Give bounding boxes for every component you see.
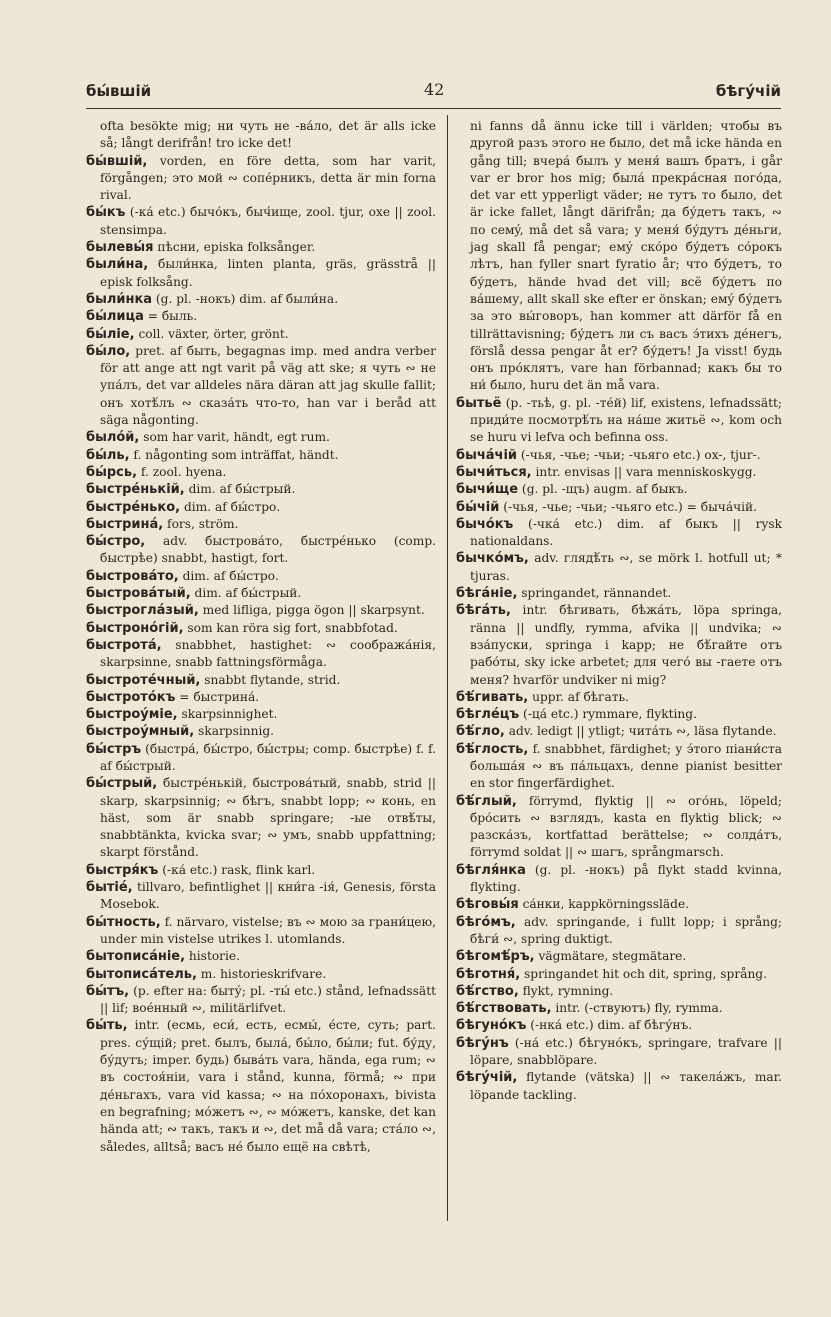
dictionary-entry xyxy=(456,1069,782,1104)
entry-headword: быстроу́мный, xyxy=(86,724,195,740)
dictionary-entry xyxy=(86,464,436,481)
dictionary-entry xyxy=(456,1035,782,1070)
dictionary-entry xyxy=(456,948,782,965)
entry-definition: intr. (есмь, еси́, есть, есмы́, е́сте, суть; part. pres. су́щій; pret. былъ, была́, бы́ло, бы́ли; fut. бу́ду, бу́дутъ; imper. будь) быва́ть vara, hända, ega rum; ∾ въ состоя́ніи, vara i stånd, kunna, förmå; ∾ при де́ньгахъ, vara vid kassa; ∾ на по́хоронахъ, bivista en begrafning; мо́жетъ ∾, ∾ мо́жетъ, kanske, det kan hända att; ∾ такъ, такъ и ∾, det må då vara; ста́ло ∾, således, alltså; васъ не́ было ещё на свѣтѣ, xyxy=(100,1018,436,1154)
dictionary-entry xyxy=(86,966,436,983)
entry-headword: бѣгомѣ́ръ, xyxy=(456,949,535,965)
entry-definition: coll. växter, örter, grönt. xyxy=(134,326,289,341)
entry-definition: uppr. af бѣгать. xyxy=(528,689,630,704)
entry-headword: бѣ́глость, xyxy=(456,741,529,757)
dictionary-entry xyxy=(456,516,782,551)
entry-headword: бы́стро, xyxy=(86,534,146,550)
dictionary-entry xyxy=(86,568,436,585)
entry-headword: бѣготня́, xyxy=(456,966,521,982)
entry-definition: пѣсни, episka folksånger. xyxy=(153,240,316,255)
entry-definition: = быль. xyxy=(143,309,198,324)
entry-definition: adv. ledigt || ytligt; чита́ть ∾, läsa flytande. xyxy=(504,724,777,739)
page-header xyxy=(86,78,781,108)
dictionary-entry xyxy=(456,464,782,481)
continuation-text: ni fanns då ännu icke till i världen; чтобы въ другой разъ этого не было, det må icke hända en gång till; вчера́ былъ у меня́ вашъ братъ, i går var er bror hos mig; была́ прекра́сная пого́да, det var ett ypperligt väder; не тутъ то было, det är icke fallet, långt därifrån; да бу́детъ такъ, ∾ по семý, må det så vara; у меня́ бу́дутъ де́ньги, jag skall få pengar; емý ско́ро бу́детъ со́рокъ лѣтъ, han fyller snart fyratio år; что бу́детъ, то бу́детъ, hände hvad det vill; всё бу́детъ по ва́шему, allt skall ske efter er önskan; емý бу́детъ за это вы́говоръ, han kommer att därför få en tillrättavisning; бу́детъ ли съ васъ э́тихъ де́негъ, förslå dessa pengar åt er? бу́детъ! Ja visst! будь онъ про́клятъ, vare han förbannad; какъ бы то ни́ было, huru det än må vara. xyxy=(470,119,782,393)
entry-definition: snabbhet, hastighet: ∾ сообража́нія, skarpsinne, snabb fattningsförmåga. xyxy=(100,637,436,670)
entry-headword: быстрото́къ xyxy=(86,689,176,705)
dictionary-entry xyxy=(456,983,782,1000)
entry-definition: historie. xyxy=(185,949,240,964)
entry-headword: бы́стръ xyxy=(86,741,142,757)
entry-headword: быстрогла́зый, xyxy=(86,603,199,619)
entry-headword: бы́ліе, xyxy=(86,326,135,342)
dictionary-entry xyxy=(86,862,436,879)
entry-definition: adv. быстрова́то, быстре́нько (comp. быстрѣе) snabbt, hastigt, fort. xyxy=(100,534,436,566)
entry-headword: быстря́къ xyxy=(86,862,159,878)
dictionary-entry xyxy=(86,741,436,776)
entry-headword: бѣгле́цъ xyxy=(456,707,520,723)
entry-headword: бы́чій xyxy=(456,499,500,515)
entry-definition: springandet, rännandet. xyxy=(517,586,672,601)
left-column xyxy=(86,118,436,1156)
dictionary-entry xyxy=(86,983,436,1018)
dictionary-entry xyxy=(86,326,436,343)
entry-definition: förrymd, flyktig || ∾ ого́нь, löpeld; бро́сить ∾ взглядъ, kasta en flyktig blick; ∾ разска́зъ, kortfattad berättelse; ∾ солда́тъ, förrymd soldat || ∾ шагъ, språngmarsch. xyxy=(470,793,782,860)
dictionary-entry xyxy=(456,741,782,793)
entry-headword: бѣга́ть, xyxy=(456,603,511,619)
dictionary-entry xyxy=(86,291,436,308)
entry-definition: dim. af бы́стрый. xyxy=(190,586,302,601)
entry-definition: са́нки, kappkörningssläde. xyxy=(518,897,690,912)
entry-definition: m. historieskrifvare. xyxy=(196,966,327,981)
dictionary-entry xyxy=(86,879,436,914)
dictionary-entry xyxy=(86,723,436,740)
entry-headword: бѣ́гивать, xyxy=(456,689,529,705)
dictionary-entry xyxy=(456,896,782,913)
dictionary-entry xyxy=(86,914,436,949)
dictionary-entry xyxy=(456,585,782,602)
entry-definition: (p. -тьѣ, g. pl. -те́й) lif, existens, lefnadssätt; приди́те посмотрѣ́ть на на́ше житьё ∾, kom och se huru vi lefva och befinna oss. xyxy=(470,395,782,445)
entry-definition: (g. pl. -нокъ) på flykt stadd kvinna, flykting. xyxy=(470,862,782,895)
entry-headword: бы́стрый, xyxy=(86,776,158,792)
entry-definition: (-ца́ etc.) rymmare, flykting. xyxy=(519,707,697,722)
entry-definition: = быстрина́. xyxy=(175,689,260,704)
entry-headword: бычи́ться, xyxy=(456,464,532,480)
entry-definition: tillvaro, befintlighet || кни́га -ія́, Genesis, första Mosebok. xyxy=(100,880,436,912)
entry-definition: (-чья, -чье; -чьи; -чьяго etc.) ox-, tjur-. xyxy=(517,447,761,462)
entry-definition: skarpsinnig. xyxy=(194,724,275,739)
dictionary-entry xyxy=(456,689,782,706)
right-running-head: бѣгу́чій xyxy=(715,82,781,100)
entry-headword: бы́ть, xyxy=(86,1018,128,1034)
entry-headword: бы́рсь, xyxy=(86,464,138,480)
entry-definition: f. närvaro, vistelse; въ ∾ мою за грани́цею, under min vistelse utrikes l. utomlands. xyxy=(100,914,436,946)
entry-definition: dim. af бы́стро. xyxy=(178,568,279,583)
entry-definition: som har varit, händt, egt rum. xyxy=(139,430,330,445)
dictionary-entry xyxy=(456,862,782,897)
dictionary-entry xyxy=(86,1017,436,1155)
entry-headword: быстроте́чный, xyxy=(86,672,201,688)
entry-headword: быстрина́, xyxy=(86,516,164,532)
dictionary-entry xyxy=(86,429,436,446)
dictionary-entry xyxy=(86,775,436,861)
dictionary-entry xyxy=(456,499,782,516)
entry-headword: бычи́ще xyxy=(456,482,519,498)
entry-definition: dim. af бы́стрый. xyxy=(184,482,296,497)
dictionary-entry xyxy=(86,343,436,429)
left-running-head: бы́вшій xyxy=(86,82,152,100)
entry-definition: (p. efter на: быту́; pl. -ты́ etc.) stånd, lefnadssätt || lif; вое́нный ∾, militärlifvet. xyxy=(100,983,436,1016)
entry-headword: быстроно́гій, xyxy=(86,620,184,636)
entry-headword: бѣ́глый, xyxy=(456,793,517,809)
dictionary-entry xyxy=(86,585,436,602)
entry-headword: бѣ́гло, xyxy=(456,724,505,740)
entry-definition: быстре́нькій, быстрова́тый, snabb, strid || skarp, skarpsinnig; ∾ бѣгъ, snabbt lopp; ∾ конь, en häst, som är snabb springare; -ые отвѣ́ты, snabbtänkta, kvicka svar; ∾ умъ, snabb uppfattning; skarpt förstånd. xyxy=(100,776,436,860)
dictionary-entry xyxy=(86,637,436,672)
dictionary-entry xyxy=(86,239,436,256)
entry-definition: (-ка́ etc.) бычо́къ, быч́ище, zool. tjur, oxe || zool. stensimpa. xyxy=(100,205,436,237)
dictionary-entry xyxy=(86,602,436,619)
entry-definition: med lifliga, pigga ögon || skarpsynt. xyxy=(198,603,425,618)
entry-headword: бы́ло, xyxy=(86,343,131,359)
entry-headword: бытописа́ніе, xyxy=(86,949,186,965)
entry-headword: было́й, xyxy=(86,430,140,446)
entry-definition: (-чья, -чье; -чьи; -чьяго etc.) = быча́чій. xyxy=(499,499,758,514)
entry-headword: бѣговы́я xyxy=(456,897,519,913)
entry-definition: (-на́ etc.) бѣгуно́къ, springare, trafvare || löpare, snabblöpare. xyxy=(470,1035,782,1068)
entry-definition: intr. (-ствуютъ) fly, rymma. xyxy=(551,1001,723,1016)
entry-headword: были́на, xyxy=(86,257,149,273)
entry-definition: f. zool. hyena. xyxy=(137,464,227,479)
entry-definition: (-ка́ etc.) rask, flink karl. xyxy=(158,862,316,877)
dictionary-entry xyxy=(86,689,436,706)
entry-headword: бѣгу́чій, xyxy=(456,1070,518,1086)
entry-headword: бѣга́ніе, xyxy=(456,586,518,602)
entry-definition: intr. бѣгивать, бѣжа́ть, löpa springa, ränna || undfly, rymma, afvika || undvika; ∾ вза́пуски, springa i kapp; не бѣ́гайте отъ рабо́ты, sky icke arbetet; для чего́ вы -гаете отъ меня? hvarför undviker ni mig? xyxy=(470,603,782,687)
dictionary-entry xyxy=(456,395,782,447)
entry-definition: fors, ström. xyxy=(163,516,239,531)
entry-definition: vägmätare, stegmätare. xyxy=(534,949,687,964)
entry-headword: бѣгуно́къ xyxy=(456,1018,527,1034)
dictionary-entry xyxy=(86,447,436,464)
dictionary-entry xyxy=(86,620,436,637)
entry-headword: бытьё xyxy=(456,395,502,411)
entry-definition: springandet hit och dit, spring, språng. xyxy=(520,966,767,981)
entry-definition: adv. springande, i fullt lopp; i språng; бѣги́ ∾, spring duktigt. xyxy=(470,914,782,946)
entry-headword: бы́тность, xyxy=(86,914,161,930)
dictionary-entry xyxy=(86,256,436,291)
entry-definition: snabbt flytande, strid. xyxy=(200,672,341,687)
dictionary-entry xyxy=(86,499,436,516)
entry-headword: быстре́нько, xyxy=(86,499,181,515)
entry-headword: бѣгу́нъ xyxy=(456,1035,509,1051)
dictionary-entry xyxy=(456,1000,782,1017)
entry-definition: (быстра́, бы́стро, бы́стры; comp. быстрѣе) f. f. af бы́стрый. xyxy=(100,741,436,773)
dictionary-entry xyxy=(86,533,436,568)
dictionary-entry xyxy=(86,948,436,965)
entry-headword: бѣ́гство, xyxy=(456,983,519,999)
entry-headword: быстрова́тый, xyxy=(86,586,191,602)
entry-definition: (-нка́ etc.) dim. af бѣгу́нъ. xyxy=(526,1018,693,1033)
entry-headword: бы́къ xyxy=(86,205,126,221)
dictionary-entry xyxy=(456,1017,782,1034)
entry-headword: бы́ль, xyxy=(86,447,130,463)
entry-headword: бычо́къ xyxy=(456,516,514,532)
entry-headword: бѣгля́нка xyxy=(456,862,526,878)
dictionary-entry xyxy=(86,672,436,689)
dictionary-entry xyxy=(86,153,436,205)
entry-headword: быстрова́то, xyxy=(86,568,179,584)
entry-headword: былевы́я xyxy=(86,240,154,256)
entry-headword: бѣ́гствовать, xyxy=(456,1001,552,1017)
entry-headword: быстроу́міе, xyxy=(86,707,178,723)
entry-definition: vorden, en före detta, som har varit, förgången; это мой ∾ сопе́рникъ, detta är min forna rival. xyxy=(100,153,436,203)
entry-definition: f. någonting som inträffat, händt. xyxy=(129,447,339,462)
entry-headword: бытописа́тель, xyxy=(86,966,197,982)
dictionary-entry xyxy=(456,793,782,862)
dictionary-entry xyxy=(86,481,436,498)
entry-definition: flytande (vätska) || ∾ такела́жъ, mar. löpande tackling. xyxy=(470,1070,782,1102)
entry-headword: бы́вшій, xyxy=(86,153,148,169)
entry-definition: adv. глядѣ́ть ∾, se mörk l. hotfull ut; * tjuras. xyxy=(470,551,782,583)
dictionary-entry xyxy=(456,914,782,949)
entry-definition: pret. af быть, begagnas imp. med andra verber för att ange att ngt varit på väg att ske; я чуть ∾ не упа́лъ, det var alldeles nära däran att jag skulle fallit; онъ хотѣ́лъ ∾ сказа́ть что-то, han var i beråd att säga någonting. xyxy=(100,343,436,428)
right-column xyxy=(456,118,782,1104)
entry-headword: бы́тъ, xyxy=(86,983,130,999)
dictionary-entry xyxy=(86,706,436,723)
entry-definition: (g. pl. -щъ) augm. af быкъ. xyxy=(518,482,688,497)
dictionary-entry xyxy=(456,602,782,688)
entry-headword: быча́чій xyxy=(456,447,518,463)
entry-definition: skarpsinnighet. xyxy=(177,707,278,722)
entry-headword: быстрота́, xyxy=(86,637,162,653)
entry-headword: были́нка xyxy=(86,291,153,307)
column-divider xyxy=(447,115,448,1221)
dictionary-entry xyxy=(456,481,782,498)
entry-definition: som kan röra sig fort, snabbfotad. xyxy=(183,620,398,635)
dictionary-entry xyxy=(456,966,782,983)
entry-definition: dim. af бы́стро. xyxy=(180,499,281,514)
dictionary-entry xyxy=(456,723,782,740)
dictionary-entry xyxy=(86,516,436,533)
page-number: 42 xyxy=(424,80,445,99)
entry-headword: бы́лица xyxy=(86,309,144,325)
dictionary-entry xyxy=(456,447,782,464)
entry-definition: были́нка, linten planta, gräs, grässtrå || episk folksång. xyxy=(100,257,436,289)
header-rule xyxy=(86,108,781,109)
entry-headword: бытіе́, xyxy=(86,880,133,896)
dictionary-entry xyxy=(86,308,436,325)
continuation-text: ofta besökte mig; ни чуть не -ва́ло, det är alls icke så; långt derifrån! tro icke det! xyxy=(100,119,436,151)
entry-definition: (g. pl. -нокъ) dim. af были́на. xyxy=(152,291,339,306)
dictionary-entry xyxy=(456,550,782,585)
entry-headword: бычко́мъ, xyxy=(456,551,529,567)
dictionary-entry xyxy=(456,706,782,723)
entry-definition: f. snabbhet, färdighet; у э́того піани́ста больша́я ∾ въ па́льцахъ, denne pianist besitter en stor fingerfärdighet. xyxy=(470,741,782,791)
dictionary-entry xyxy=(86,204,436,239)
entry-definition: (-чка́ etc.) dim. af быкъ || rysk nationaldans. xyxy=(470,516,782,549)
entry-definition: intr. envisas || vara menniskoskygg. xyxy=(531,464,757,479)
entry-headword: бѣго́мъ, xyxy=(456,914,516,930)
entry-headword: быстре́нькій, xyxy=(86,482,185,498)
entry-definition: flykt, rymning. xyxy=(518,983,614,998)
